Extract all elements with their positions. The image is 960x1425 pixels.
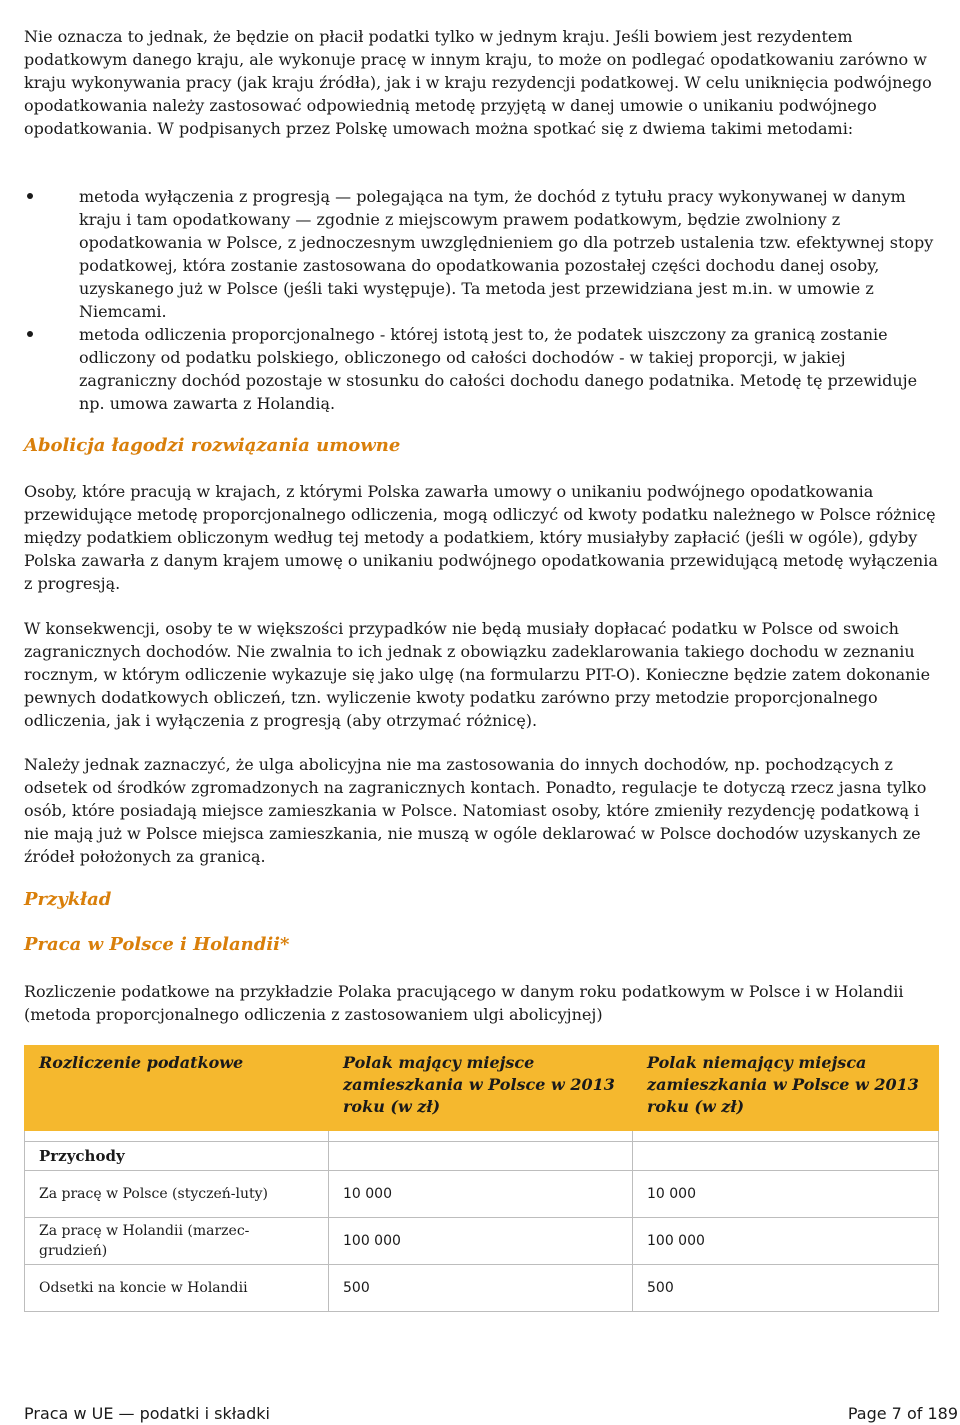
bullet-icon xyxy=(27,331,33,337)
table-header-cell: Polak mający miejsce zamieszkania w Polsce w 2013 roku (w zł) xyxy=(329,1046,633,1131)
intro-paragraph: Nie oznacza to jednak, że będzie on płacił podatki tylko w jednym kraju. Jeśli bowiem jest rezydentem podatkowym danego kraju, ale wykonuje pracę w innym kraju, to może on podlegać opodatkowaniu zarówno w kraju wykonywania pracy (jak kraju źródła), jak i w kraju rezydencji podatkowej. W celu uniknięcia podwójnego opodatkowania należy zastosować odpowiednią metodę przyjętą w danej umowie o unikaniu podwójnego opodatkowania. W podpisanych przez Polskę umowach można spotkać się z dwiema takimi metodami: xyxy=(24,27,932,138)
table-row xyxy=(25,1265,939,1312)
table-row xyxy=(25,1171,939,1218)
section-label: Przychody xyxy=(25,1142,329,1171)
row-label: Za pracę w Polsce (styczeń-luty) xyxy=(25,1171,329,1218)
value-nonresident: 10 000 xyxy=(633,1171,939,1218)
value-resident: 100 000 xyxy=(329,1218,633,1265)
value-nonresident: 500 xyxy=(633,1265,939,1312)
footer-title: Praca w UE — podatki i składki xyxy=(24,1404,270,1423)
table-header-row xyxy=(25,1046,939,1131)
table-section-row xyxy=(25,1142,939,1171)
method-text: metoda odliczenia proporcjonalnego - której istotą jest to, że podatek uiszczony za granicą zostanie odliczony od podatku polskiego, obliczonego od całości dochodów - w takiej proporcji, w jakiej zagraniczny dochód pozostaje w stosunku do całości dochodu danego podatnika. Metodę tę przewiduje np. umowa zawarta z Holandią. xyxy=(79,325,918,413)
section-heading-abolition: Abolicja łagodzi rozwiązania umowne xyxy=(24,435,401,456)
table-header-cell: Polak niemający miejsca zamieszkania w Polsce w 2013 roku (w zł) xyxy=(633,1046,939,1131)
method-proportional-deduction xyxy=(24,323,944,415)
table-header-cell: Rozliczenie podatkowe xyxy=(25,1046,329,1131)
table-row xyxy=(25,1218,939,1265)
page-footer xyxy=(24,1404,958,1424)
method-text: metoda wyłączenia z progresją — polegająca na tym, że dochód z tytułu pracy wykonywanej w danym kraju i tam opodatkowany — zgodnie z miejscowym prawem podatkowym, będzie zwolniony z opodatkowania w Polsce, z jednoczesnym uwzględnieniem go dla potrzeb ustalenia tzw. efektywnej stopy podatkowej, która zostanie zastosowana do opodatkowania pozostałej części dochodu danej osoby, uzyskanego już w Polsce (jeśli taki występuje). Ta metoda jest przewidziana jest m.in. w umowie z Niemcami. xyxy=(79,187,934,321)
example-heading: Przykład xyxy=(24,889,112,910)
abolition-paragraph-3: Należy jednak zaznaczyć, że ulga abolicyjna nie ma zastosowania do innych dochodów, np. pochodzących z odsetek od środków zgromadzonych na zagranicznych kontach. Ponadto, regulacje te dotyczą rzecz jasna tylko osób, które posiadają miejsce zamieszkania w Polsce. Natomiast osoby, które zmieniły rezydencję podatkową i nie mają już w Polsce miejsca zamieszkania, nie muszą w ogóle deklarować w Polsce dochodów uzyskanych ze źródeł położonych za granicą. xyxy=(24,755,927,866)
value-resident: 10 000 xyxy=(329,1171,633,1218)
row-label: Odsetki na koncie w Holandii xyxy=(25,1265,329,1312)
abolition-paragraph-1: Osoby, które pracują w krajach, z którymi Polska zawarła umowy o unikaniu podwójnego opodatkowania przewidujące metodę proporcjonalnego odliczenia, mogą odliczyć od kwoty podatku należnego w Polsce różnicę między podatkiem obliczonym według tej metody a podatkiem, który musiałyby zapłacić (jeśli w ogóle), gdyby Polska zawarła z danym krajem umowę o unikaniu podwójnego opodatkowania przewidującą metodę wyłączenia z progresją. xyxy=(24,482,938,593)
method-exemption-progression xyxy=(24,185,944,323)
example-subheading: Praca w Polsce i Holandii* xyxy=(24,934,290,955)
row-label: Za pracę w Holandii (marzec-grudzień) xyxy=(25,1218,329,1265)
page-number: Page 7 of 189 xyxy=(847,1404,958,1423)
example-description: Rozliczenie podatkowe na przykładzie Polaka pracującego w danym roku podatkowym w Polsce i w Holandii (metoda proporcjonalnego odliczenia z zastosowaniem ulgi abolicyjnej) xyxy=(24,982,904,1024)
value-resident: 500 xyxy=(329,1265,633,1312)
tax-calculation-table xyxy=(24,1045,939,1312)
value-nonresident: 100 000 xyxy=(633,1218,939,1265)
table-spacer-row xyxy=(25,1131,939,1142)
abolition-paragraph-2: W konsekwencji, osoby te w większości przypadków nie będą musiały dopłacać podatku w Polsce od swoich zagranicznych dochodów. Nie zwalnia to ich jednak z obowiązku zadeklarowania takiego dochodu w zeznaniu rocznym, w którym odliczenie wykazuje się jako ulgę (na formularzu PIT-O). Konieczne będzie zatem dokonanie pewnych dodatkowych obliczeń, tzn. wyliczenie kwoty podatku zarówno przy metodzie proporcjonalnego odliczenia, jak i wyłączenia z progresją (aby otrzymać różnicę). xyxy=(24,619,931,730)
methods-list xyxy=(24,185,944,415)
bullet-icon xyxy=(27,193,33,199)
